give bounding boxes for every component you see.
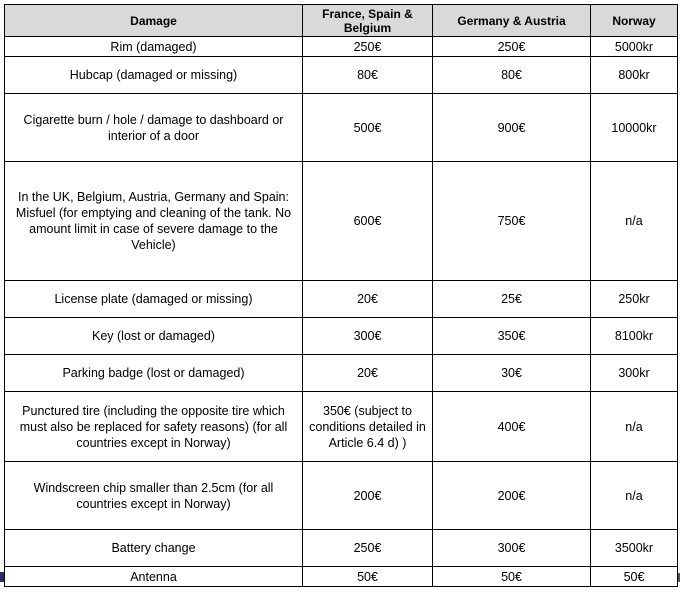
price-france-spain-belgium: 250€ [303, 37, 433, 57]
header-france-spain-belgium: France, Spain & Belgium [303, 5, 433, 37]
price-germany-austria: 200€ [433, 462, 591, 530]
price-germany-austria: 250€ [433, 37, 591, 57]
price-norway: 10000kr [591, 94, 678, 162]
price-germany-austria: 300€ [433, 530, 591, 567]
edge-artifact-right [678, 573, 680, 582]
table-row [5, 567, 678, 587]
price-norway: 8100kr [591, 318, 678, 355]
damage-cell: License plate (damaged or missing) [5, 281, 303, 318]
table-row [5, 57, 678, 94]
table-row [5, 355, 678, 392]
price-norway: 50€ [591, 567, 678, 587]
damage-cell: Cigarette burn / hole / damage to dashboard or interior of a door [5, 94, 303, 162]
table-row [5, 37, 678, 57]
price-norway: 5000kr [591, 37, 678, 57]
damage-cell: Key (lost or damaged) [5, 318, 303, 355]
damage-cell: Hubcap (damaged or missing) [5, 57, 303, 94]
price-france-spain-belgium: 500€ [303, 94, 433, 162]
table-row [5, 318, 678, 355]
damage-cell: Antenna [5, 567, 303, 587]
price-germany-austria: 750€ [433, 162, 591, 281]
damage-cell: Windscreen chip smaller than 2.5cm (for all countries except in Norway) [5, 462, 303, 530]
table-row [5, 94, 678, 162]
price-france-spain-belgium: 50€ [303, 567, 433, 587]
price-france-spain-belgium: 600€ [303, 162, 433, 281]
price-germany-austria: 900€ [433, 94, 591, 162]
price-norway: n/a [591, 392, 678, 462]
header-row [5, 5, 678, 37]
price-norway: 250kr [591, 281, 678, 318]
price-france-spain-belgium: 250€ [303, 530, 433, 567]
table-row [5, 530, 678, 567]
price-germany-austria: 80€ [433, 57, 591, 94]
price-germany-austria: 400€ [433, 392, 591, 462]
table-row [5, 162, 678, 281]
price-germany-austria: 50€ [433, 567, 591, 587]
price-norway: 300kr [591, 355, 678, 392]
damage-cell: Battery change [5, 530, 303, 567]
damage-cell: Rim (damaged) [5, 37, 303, 57]
header-norway: Norway [591, 5, 678, 37]
table-row [5, 392, 678, 462]
price-france-spain-belgium: 350€ (subject to conditions detailed in Article 6.4 d) ) [303, 392, 433, 462]
price-france-spain-belgium: 20€ [303, 281, 433, 318]
damage-cell: Punctured tire (including the opposite tire which must also be replaced for safety reasons) (for all countries except in Norway) [5, 392, 303, 462]
price-norway: 3500kr [591, 530, 678, 567]
price-france-spain-belgium: 200€ [303, 462, 433, 530]
damage-fees-table [4, 4, 678, 587]
header-germany-austria: Germany & Austria [433, 5, 591, 37]
table-row [5, 281, 678, 318]
price-germany-austria: 350€ [433, 318, 591, 355]
table-row [5, 462, 678, 530]
price-norway: n/a [591, 162, 678, 281]
price-france-spain-belgium: 300€ [303, 318, 433, 355]
price-germany-austria: 25€ [433, 281, 591, 318]
edge-artifact-left [0, 572, 4, 582]
price-france-spain-belgium: 80€ [303, 57, 433, 94]
price-norway: n/a [591, 462, 678, 530]
price-norway: 800kr [591, 57, 678, 94]
damage-cell: In the UK, Belgium, Austria, Germany and Spain: Misfuel (for emptying and cleaning of the tank. No amount limit in case of severe damage to the Vehicle) [5, 162, 303, 281]
price-france-spain-belgium: 20€ [303, 355, 433, 392]
damage-cell: Parking badge (lost or damaged) [5, 355, 303, 392]
header-damage: Damage [5, 5, 303, 37]
price-germany-austria: 30€ [433, 355, 591, 392]
